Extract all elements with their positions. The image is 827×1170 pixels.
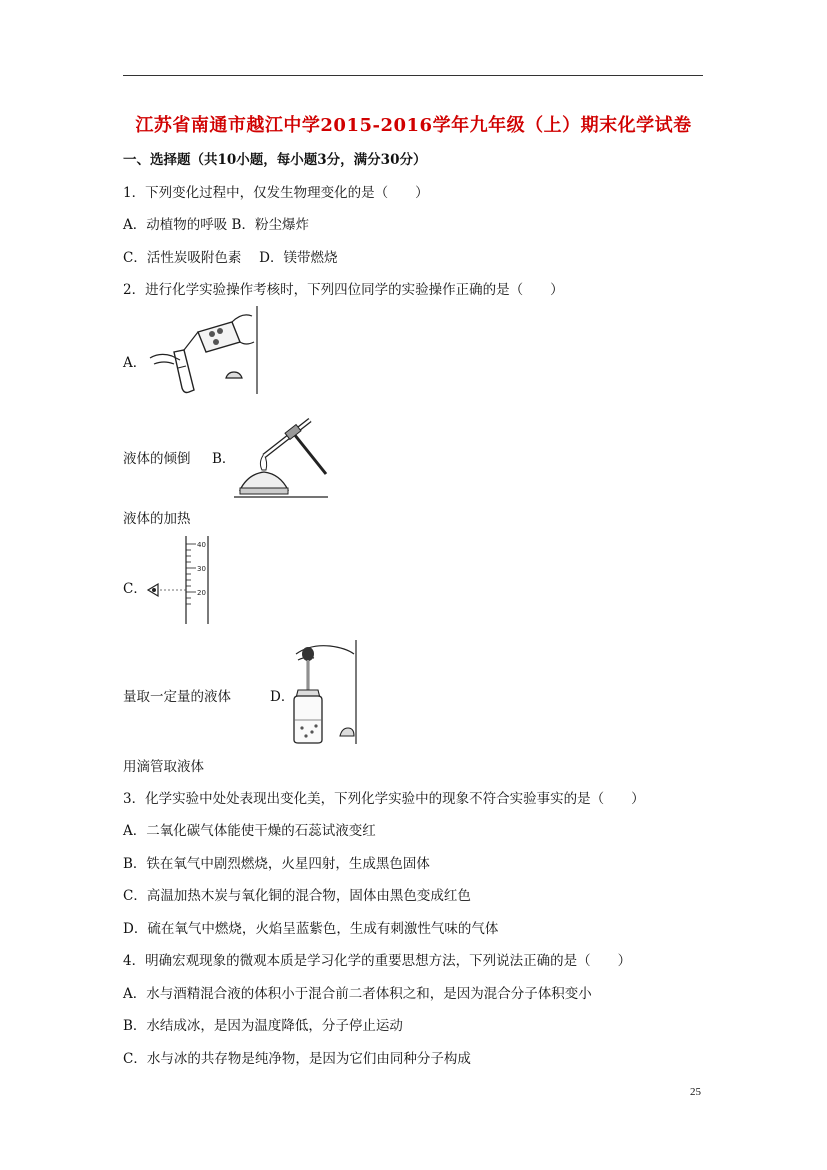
page-title: 江苏省南通市越江中学2015-2016学年九年级（上）期末化学试卷 [135, 115, 692, 136]
question-4-stem: 4．明确宏观现象的微观本质是学习化学的重要思想方法，下列说法正确的是（ ） [123, 953, 632, 969]
dropper-bottle-illustration [290, 640, 362, 746]
question-2-option-c-label: C． [123, 581, 147, 597]
question-1-stem: 1．下列变化过程中，仅发生物理变化的是（ ） [123, 185, 429, 201]
question-3-option-c: C．高温加热木炭与氧化铜的混合物，固体由黑色变成红色 [123, 888, 471, 904]
question-2-stem: 2．进行化学实验操作考核时，下列四位同学的实验操作正确的是（ ） [123, 282, 564, 298]
heating-liquid-illustration [234, 414, 328, 500]
question-2-option-c-caption: 量取一定量的液体 [123, 689, 231, 705]
question-3-option-a: A．二氧化碳气体能使干燥的石蕊试液变红 [123, 823, 376, 839]
question-2-option-a-caption: 液体的倾倒 [123, 451, 191, 467]
question-1-options-ab: A．动植物的呼吸 B．粉尘爆炸 [123, 217, 309, 233]
question-4-option-b: B．水结成冰，是因为温度降低，分子停止运动 [123, 1018, 403, 1034]
header-rule [123, 75, 703, 76]
scale-tick-20: 20 [197, 589, 206, 597]
question-3-stem: 3．化学实验中处处表现出变化美，下列化学实验中的现象不符合实验事实的是（ ） [123, 791, 645, 807]
scale-tick-40: 40 [197, 541, 206, 549]
question-2-option-d-label: D． [270, 689, 295, 705]
question-1-options-cd: C．活性炭吸附色素 D．镁带燃烧 [123, 250, 338, 266]
question-2-option-a-label: A． [123, 355, 147, 371]
question-3-option-b: B．铁在氧气中剧烈燃烧，火星四射，生成黑色固体 [123, 856, 430, 872]
section-heading: 一、选择题（共10小题，每小题3分，满分30分） [123, 152, 427, 168]
question-2-option-d-caption: 用滴管取液体 [123, 759, 204, 775]
graduated-cylinder-illustration [146, 534, 212, 626]
question-4-option-a: A．水与酒精混合液的体积小于混合前二者体积之和，是因为混合分子体积变小 [123, 986, 592, 1002]
question-2-option-b-label: B． [212, 451, 236, 467]
pouring-liquid-illustration [146, 306, 262, 396]
scale-tick-30: 30 [197, 565, 206, 573]
question-2-option-b-caption: 液体的加热 [123, 511, 191, 527]
question-3-option-d: D．硫在氧气中燃烧，火焰呈蓝紫色，生成有刺激性气味的气体 [123, 921, 499, 937]
page-number: 25 [690, 1086, 701, 1098]
question-4-option-c: C．水与冰的共存物是纯净物，是因为它们由同种分子构成 [123, 1051, 471, 1067]
